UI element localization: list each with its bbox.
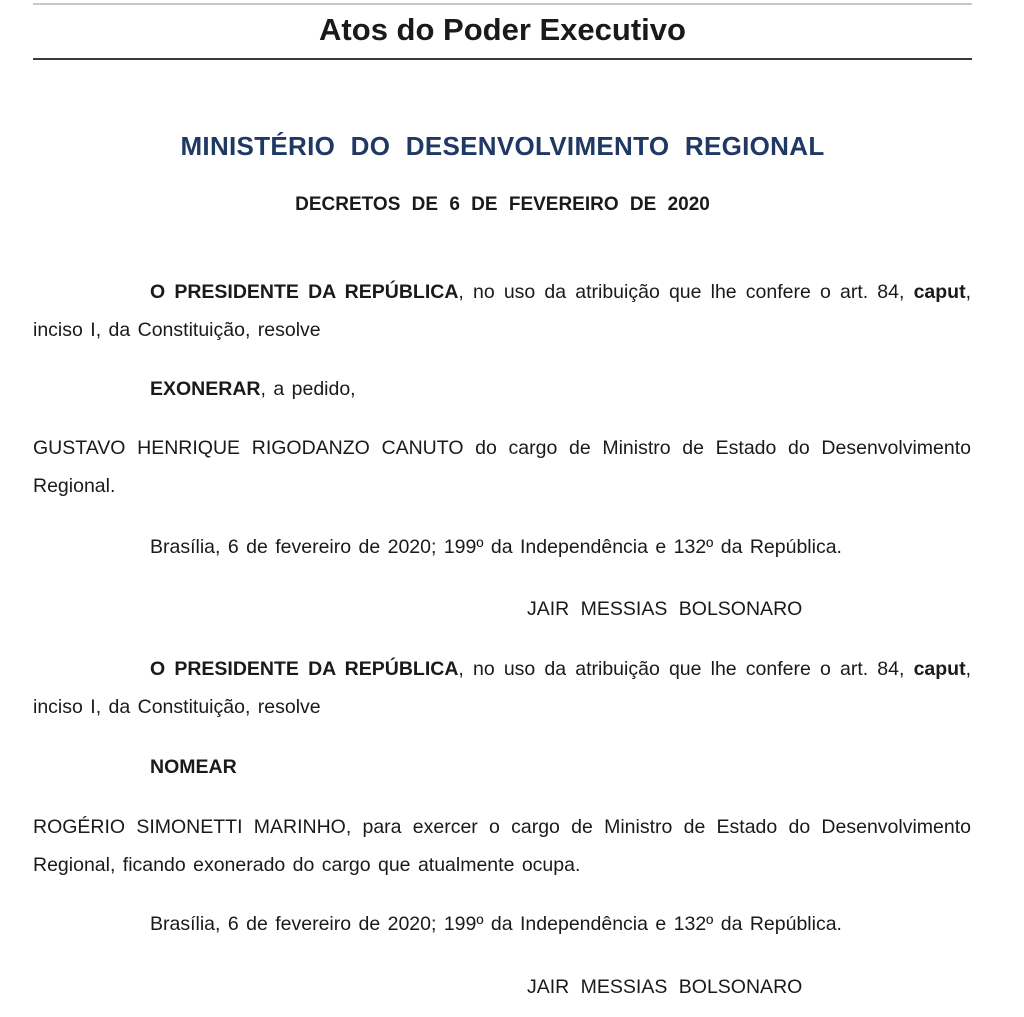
title-underline bbox=[33, 58, 972, 60]
decree-1-preamble-text-b: , inciso I, da Constituição, resolve bbox=[33, 281, 971, 341]
decree-1-action bbox=[150, 370, 356, 408]
decree-1-signature: JAIR MESSIAS BOLSONARO bbox=[527, 598, 803, 620]
decree-1-action-bold: EXONERAR bbox=[150, 378, 261, 400]
decree-2-action bbox=[150, 748, 237, 786]
decree-heading: DECRETOS DE 6 DE FEVEREIRO DE 2020 bbox=[295, 194, 710, 215]
decree-2-preamble bbox=[33, 650, 971, 726]
decree-1-preamble-bold: O PRESIDENTE DA REPÚBLICA bbox=[150, 281, 459, 303]
section-title: Atos do Poder Executivo bbox=[319, 12, 686, 47]
decree-1-action-text: , a pedido, bbox=[260, 378, 356, 400]
decree-1-dateline: Brasília, 6 de fevereiro de 2020; 199º da Independência e 132º da República. bbox=[150, 536, 842, 558]
decree-2-preamble-text-b: , inciso I, da Constituição, resolve bbox=[33, 658, 971, 718]
decree-1-preamble bbox=[33, 273, 971, 349]
decree-2-caput: caput bbox=[913, 658, 966, 680]
decree-2-action-bold: NOMEAR bbox=[150, 756, 237, 778]
decree-2-signature: JAIR MESSIAS BOLSONARO bbox=[527, 976, 803, 998]
decree-2-body: ROGÉRIO SIMONETTI MARINHO, para exercer o cargo de Ministro de Estado do Desenvolvimento Regional, ficando exonerado do cargo que atualmente ocupa. bbox=[33, 816, 971, 876]
decree-1-caput: caput bbox=[913, 281, 966, 303]
top-divider bbox=[33, 3, 972, 5]
decree-2-dateline: Brasília, 6 de fevereiro de 2020; 199º da Independência e 132º da República. bbox=[150, 913, 842, 935]
decree-1-body: GUSTAVO HENRIQUE RIGODANZO CANUTO do cargo de Ministro de Estado do Desenvolvimento Regional. bbox=[33, 437, 971, 497]
decree-2-preamble-bold: O PRESIDENTE DA REPÚBLICA bbox=[150, 658, 459, 680]
decree-1-preamble-text-a: , no uso da atribuição que lhe confere o art. 84, bbox=[458, 281, 914, 303]
ministry-heading: MINISTÉRIO DO DESENVOLVIMENTO REGIONAL bbox=[180, 131, 825, 161]
decree-2-preamble-text-a: , no uso da atribuição que lhe confere o art. 84, bbox=[458, 658, 914, 680]
